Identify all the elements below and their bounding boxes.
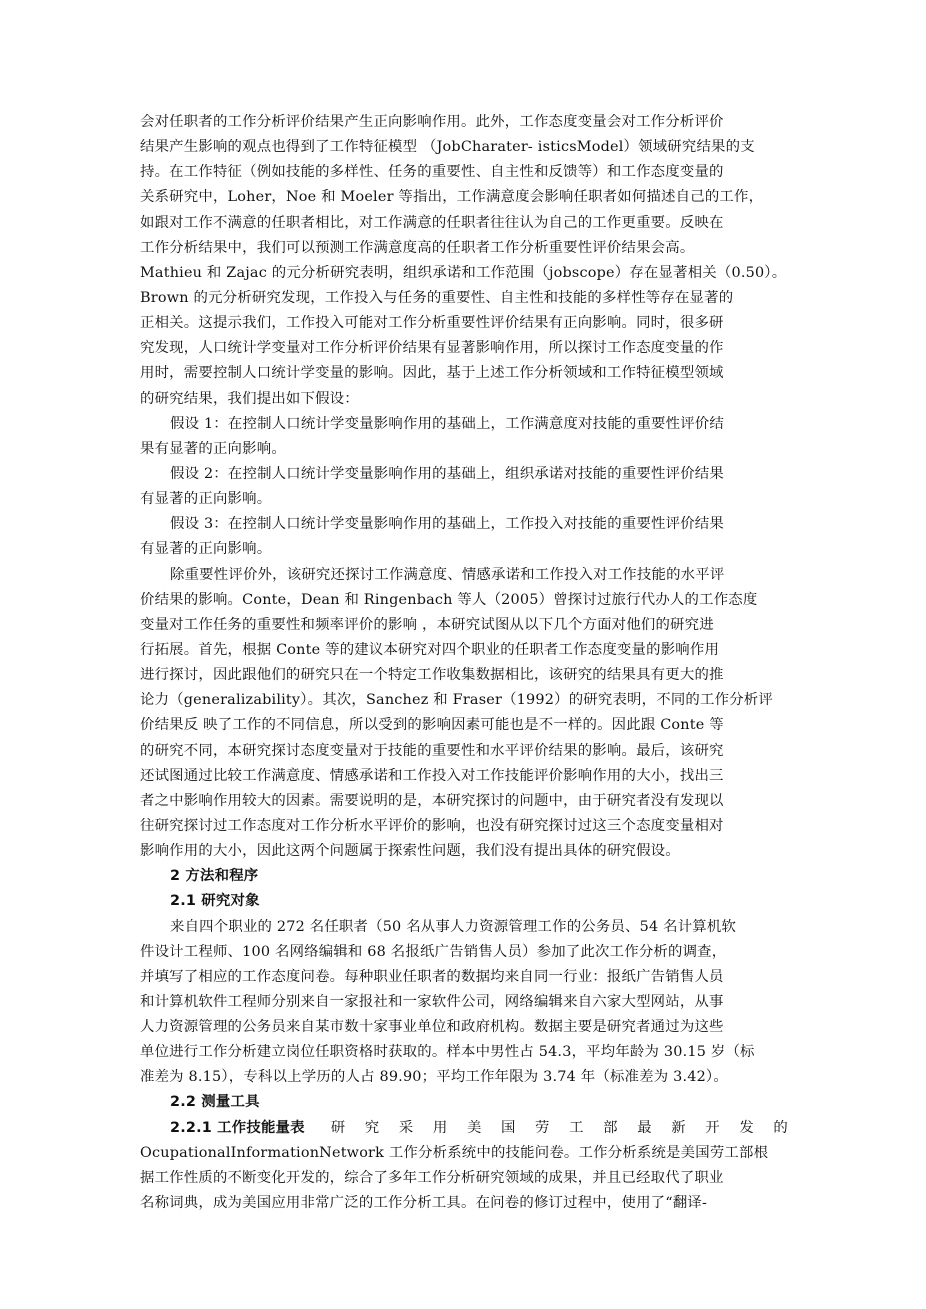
text-line: 关系研究中，Loher，Noe 和 Moeler 等指出，工作满意度会影响任职者如何描述自己的工作， xyxy=(140,189,764,206)
text-line: OcupationalInformationNetwork 工作分析系统中的技能问卷。工作分析系统是美国劳工部根 xyxy=(140,1144,769,1161)
text-line: 如跟对工作不满意的任职者相比，对工作满意的任职者往往认为自己的工作更重要。反映在 xyxy=(140,214,724,231)
subsection-line xyxy=(140,1116,788,1141)
text-line: 工作分析结果中，我们可以预测工作满意度高的任职者工作分析重要性评价结果会高。 xyxy=(140,239,695,256)
paragraph-start-line: 除重要性评价外，该研究还探讨工作满意度、情感承诺和工作投入对工作技能的水平评 xyxy=(170,566,725,583)
text-line: 影响作用的大小，因此这两个问题属于探索性问题，我们没有提出具体的研究假设。 xyxy=(140,843,680,860)
text-line: 会对任职者的工作分析评价结果产生正向影响作用。此外，工作态度变量会对工作分析评价 xyxy=(140,114,724,130)
text-line: 并填写了相应的工作态度问卷。每种职业任职者的数据均来自同一行业：报纸广告销售人员 xyxy=(140,968,724,985)
paragraph-start-line: 来自四个职业的 272 名任职者（50 名从事人力资源管理工作的公务员、54 名计算机软 xyxy=(170,918,737,935)
text-line: 价结果的影响。Conte，Dean 和 Ringenbach 等人（2005）曾探讨过旅行代办人的工作态度 xyxy=(140,591,758,608)
text-line: 论力（generalizability）。其次，Sanchez 和 Fraser（1992）的研究表明，不同的工作分析评 xyxy=(140,692,773,709)
text-line: 正相关。这提示我们，工作投入可能对工作分析重要性评价结果有正向影响。同时，很多研 xyxy=(140,315,724,332)
section-heading-2-2: 2.2 测量工具 xyxy=(170,1094,260,1111)
text-line: 行拓展。首先，根据 Conte 等的建议本研究对四个职业的任职者工作态度变量的影响作用 xyxy=(140,641,720,658)
text-line: 的研究不同，本研究探讨态度变量对于技能的重要性和水平评价结果的影响。最后，该研究 xyxy=(140,742,724,759)
text-line: 和计算机软件工程师分别来自一家报社和一家软件公司，网络编辑来自六家大型网站，从事 xyxy=(140,993,724,1010)
text-line: 准差为 8.15），专科以上学历的人占 89.90；平均工作年限为 3.74 年（标准差为 3.42）。 xyxy=(140,1069,728,1086)
hypothesis-3-line: 假设 3：在控制人口统计学变量影响作用的基础上，工作投入对技能的重要性评价结果 xyxy=(170,516,724,533)
text-line: 持。在工作特征（例如技能的多样性、任务的重要性、自主性和反馈等）和工作态度变量的 xyxy=(140,164,724,181)
section-heading-2: 2 方法和程序 xyxy=(170,868,259,885)
text-line: 还试图通过比较工作满意度、情感承诺和工作投入对工作技能评价影响作用的大小，找出三 xyxy=(140,767,724,784)
text-line: 往研究探讨过工作态度对工作分析水平评价的影响，也没有研究探讨过这三个态度变量相对 xyxy=(140,817,724,834)
text-line: 有显著的正向影响。 xyxy=(140,541,272,558)
text-line: 结果产生影响的观点也得到了工作特征模型 （JobCharater- isticsModel）领域研究结果的支 xyxy=(140,139,755,156)
text-line: 名称词典，成为美国应用非常广泛的工作分析工具。在问卷的修订过程中，使用了“翻译- xyxy=(140,1195,708,1212)
text-line: Brown 的元分析研究发现，工作投入与任务的重要性、自主性和技能的多样性等存在显著的 xyxy=(140,289,734,306)
text-line: 进行探讨，因此跟他们的研究只在一个特定工作收集数据相比，该研究的结果具有更大的推 xyxy=(140,667,724,684)
text-line: Mathieu 和 Zajac 的元分析研究表明，组织承诺和工作范围（jobscope）存在显著相关（0.50）。 xyxy=(140,264,787,281)
text-line: 用时，需要控制人口统计学变量的影响。因此，基于上述工作分析领域和工作特征模型领域 xyxy=(140,365,724,382)
text-line: 件设计工程师、100 名网络编辑和 68 名报纸广告销售人员）参加了此次工作分析的调查， xyxy=(140,943,727,960)
hypothesis-2-line: 假设 2：在控制人口统计学变量影响作用的基础上，组织承诺对技能的重要性评价结果 xyxy=(170,465,724,482)
text-line: 价结果反 映了工作的不同信息，所以受到的影响因素可能也是不一样的。因此跟 Conte 等 xyxy=(140,717,724,734)
text-line: 人力资源管理的公务员来自某市数十家事业单位和政府机构。数据主要是研究者通过为这些 xyxy=(140,1019,724,1036)
text-line: 者之中影响作用较大的因素。需要说明的是，本研究探讨的问题中，由于研究者没有发现以 xyxy=(140,792,724,809)
text-line: 据工作性质的不断变化开发的，综合了多年工作分析研究领域的成果，并且已经取代了职业 xyxy=(140,1169,724,1186)
text-line: 研 究 采 用 美 国 劳 工 部 最 新 开 发 的 xyxy=(330,1119,788,1136)
document-body xyxy=(140,110,788,1216)
text-line: 果有显著的正向影响。 xyxy=(140,440,286,457)
text-line: 的研究结果，我们提出如下假设： xyxy=(140,390,359,407)
text-line: 有显著的正向影响。 xyxy=(140,491,272,508)
section-heading-2-2-1: 2.2.1 工作技能量表 xyxy=(170,1119,305,1136)
text-line: 究发现，人口统计学变量对工作分析评价结果有显著影响作用，所以探讨工作态度变量的作 xyxy=(140,340,724,357)
text-line: 变量对工作任务的重要性和频率评价的影响 ，本研究试图从以下几个方面对他们的研究进 xyxy=(140,616,714,633)
text-line: 单位进行工作分析建立岗位任职资格时获取的。样本中男性占 54.3，平均年龄为 30.15 岁（标 xyxy=(140,1044,755,1061)
hypothesis-1-line: 假设 1：在控制人口统计学变量影响作用的基础上，工作满意度对技能的重要性评价结 xyxy=(170,415,724,432)
section-heading-2-1: 2.1 研究对象 xyxy=(170,893,260,910)
